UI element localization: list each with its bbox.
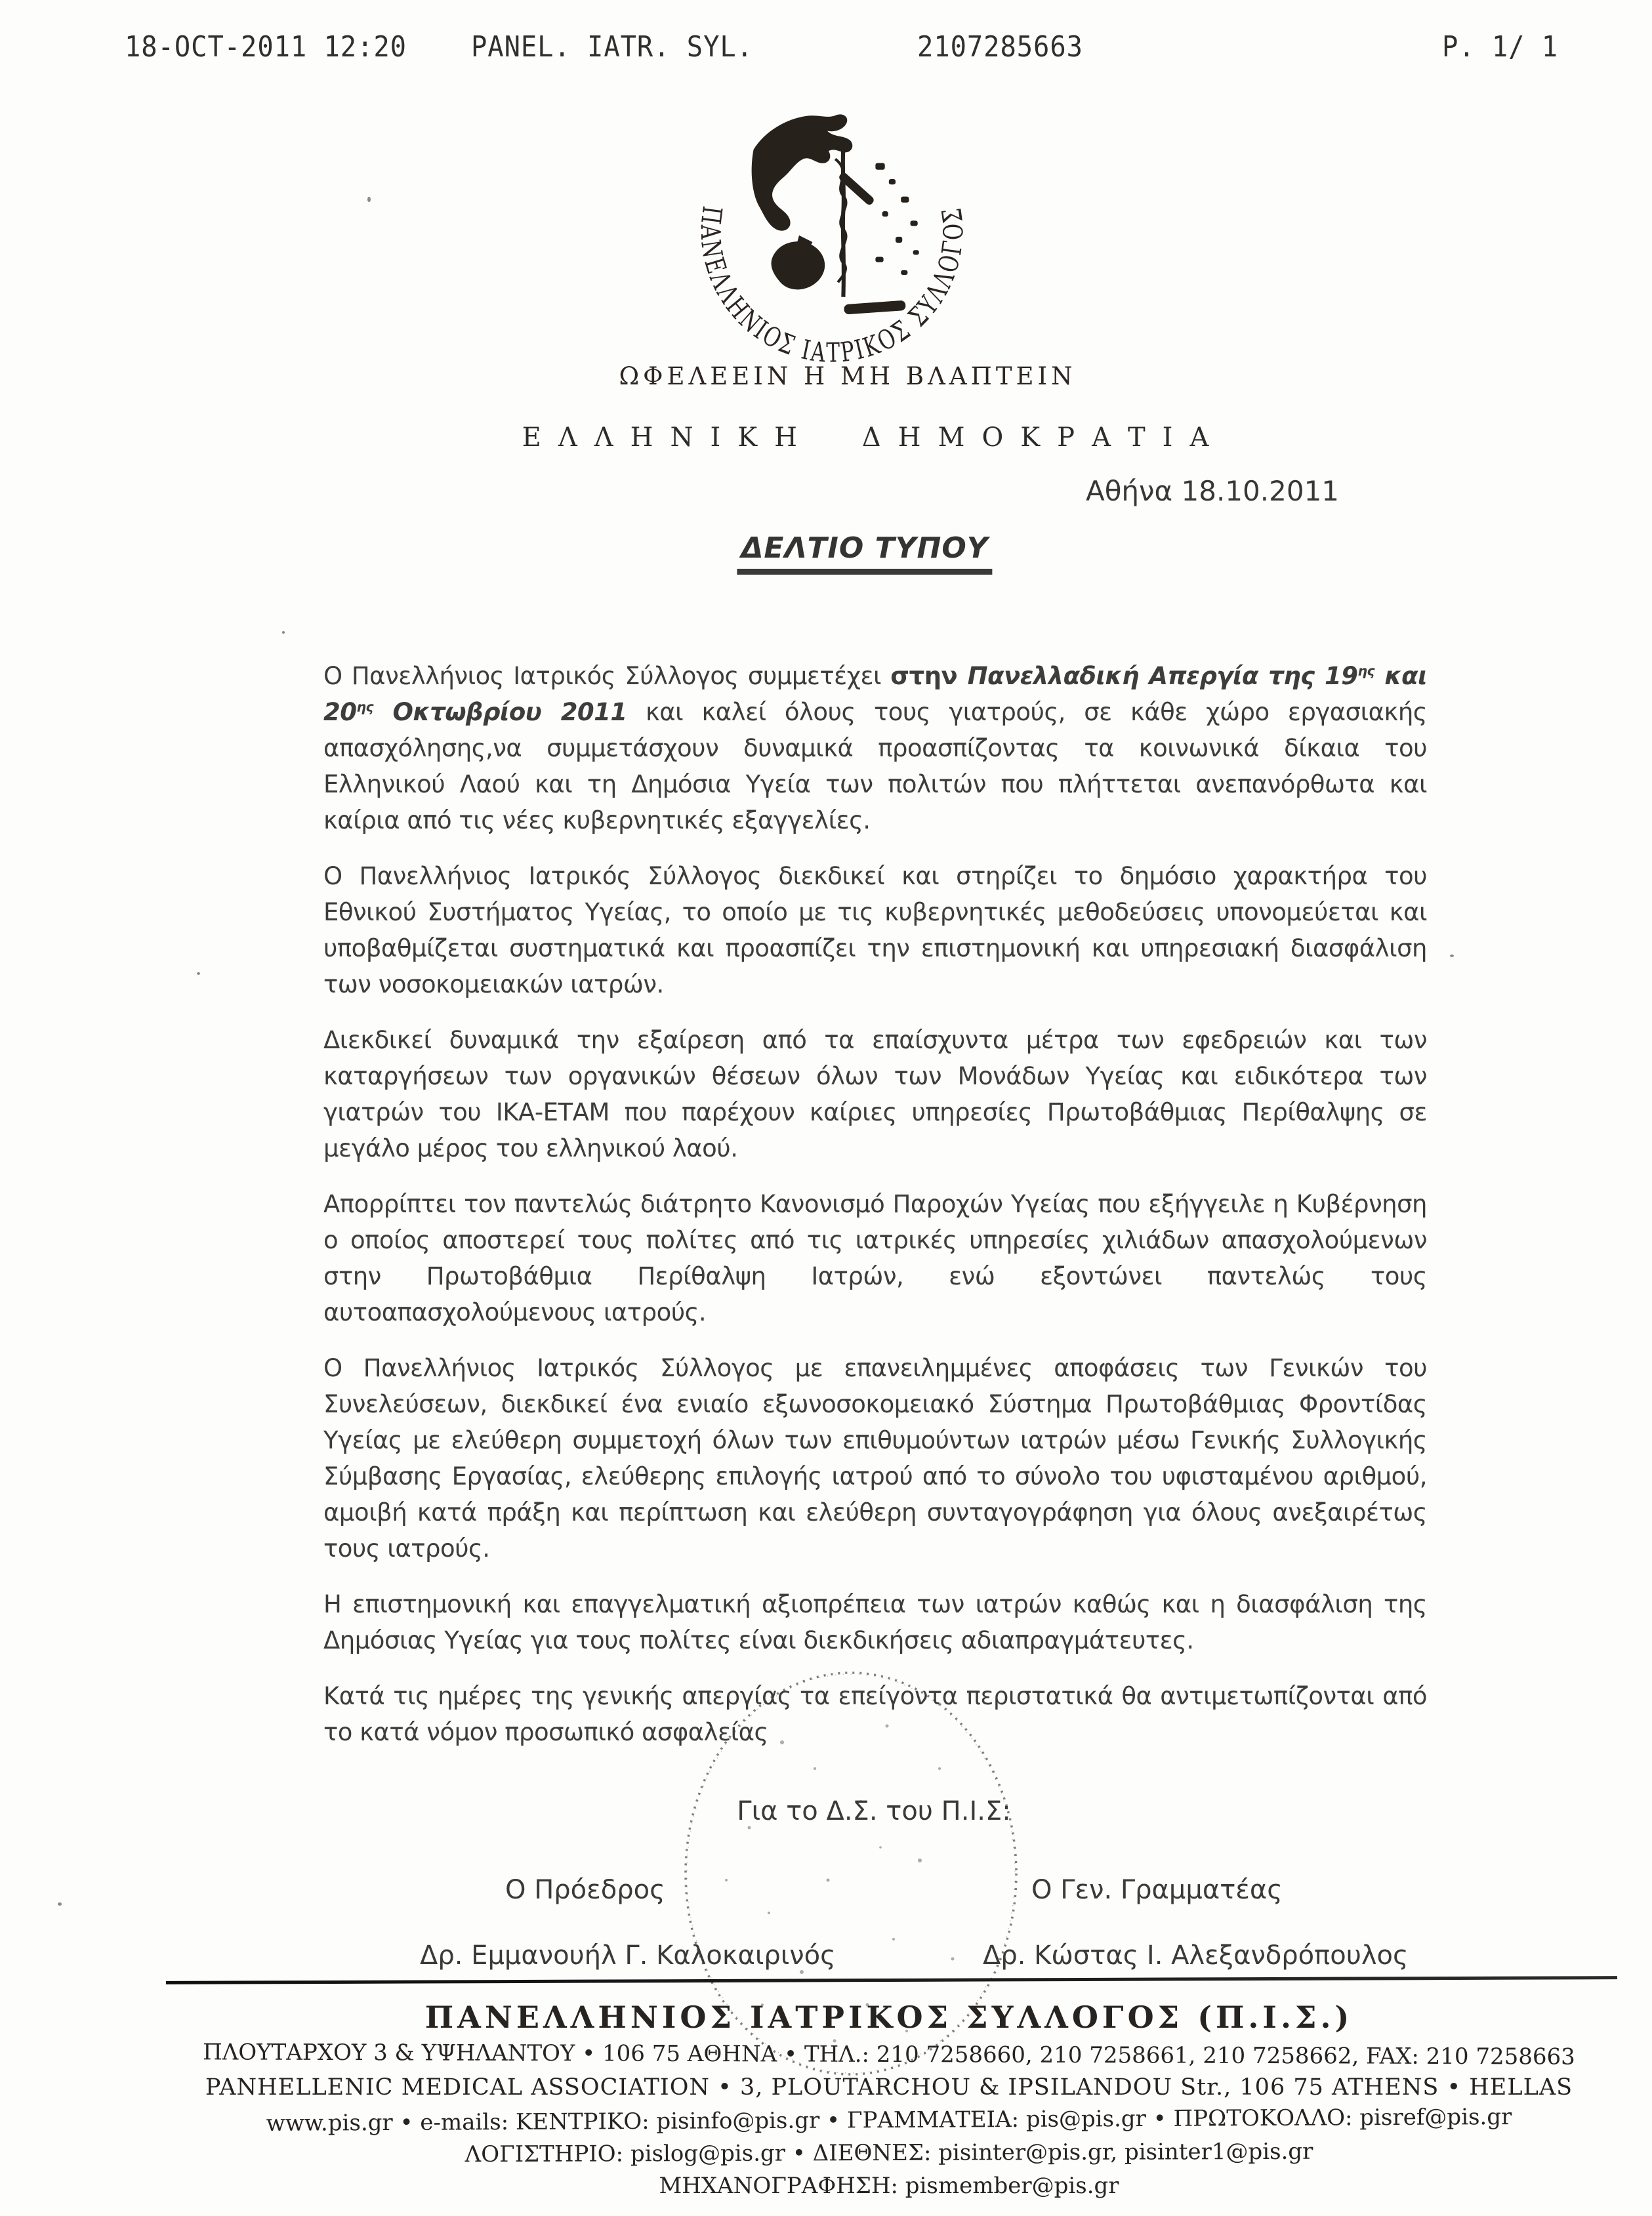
fax-sender: PANEL. IATR. SYL. (471, 30, 753, 64)
scan-speck (1450, 954, 1454, 957)
footer-org-title: ΠΑΝΕΛΛΗΝΙΟΣ ΙΑΤΡΙΚΟΣ ΣΥΛΛΟΓΟΣ (Π.Ι.Σ.) (424, 2000, 1353, 2035)
svg-text:ΠΑΝΕΛΛΗΝΙΟΣ ΙΑΤΡΙΚΟΣ ΣΥΛΛΟΓΟΣ (693, 199, 970, 369)
greece-map-seal-icon (668, 84, 996, 399)
paragraph-1: Ο Πανελλήνιος Ιατρικός Σύλλογος συμμετέχει στην Πανελλαδική Απεργία της $19^{\eta\varsigma}$ και $20^{\eta\varsigma}$ Οκτωβρίου 2011 και καλεί όλους τους γιατρούς, σε κάθε χώρο εργασιακής απασχόλησης,να συμμετάσχουν δυναμικά προασπίζοντας τα κοινωνικά δίκαια του Ελληνικού Λαού και τη Δημόσια Υγεία των πολιτών που πλήττεται ανεπανόρθωτα και καίρια από τις νέες κυβερνητικές εξαγγελίες. (323, 662, 1427, 834)
paragraph-7: Κατά τις ημέρες της γενικής απεργίας τα επείγοντα περιστατικά θα αντιμετωπίζονται από το κατά νόμον προσωπικό ασφαλείας (323, 1682, 1427, 1746)
press-release-body (323, 658, 1427, 1770)
press-release-title: ΔΕΛΤΙΟ ΤΥΠΟΥ (737, 531, 992, 575)
board-for-line: Για το Δ.Σ. του Π.Ι.Σ: (737, 1796, 1011, 1826)
place-and-date: Αθήνα 18.10.2011 (1086, 475, 1340, 507)
seal-ring-text: ΠΑΝΕΛΛΗΝΙΟΣ ΙΑΤΡΙΚΟΣ ΣΥΛΛΟΓΟΣ (693, 199, 970, 369)
paragraph-6: Η επιστημονική και επαγγελματική αξιοπρέπεια των ιατρών καθώς και η διασφάλιση της Δημόσιας Υγείας για τους πολίτες είναι διεκδικήσεις αδιαπραγμάτευτες. (323, 1590, 1427, 1654)
president-name: Δρ. Εμμανουήλ Γ. Καλοκαιρινός (420, 1940, 836, 1971)
secretary-role: Ο Γεν. Γραμματέας (1031, 1875, 1283, 1905)
hellenic-republic-heading: ΕΛΛΗΝΙΚΗ ΔΗΜΟΚΡΑΤΙΑ (522, 422, 1226, 453)
fax-datetime: 18-OCT-2011 12:20 (125, 30, 407, 64)
scan-speck (58, 1902, 62, 1906)
scan-speck (197, 972, 200, 975)
scan-speck (367, 197, 371, 202)
footer-letterhead (131, 2000, 1647, 2206)
fax-page-count: P. 1/ 1 (1442, 30, 1559, 64)
president-role: Ο Πρόεδρος (505, 1875, 665, 1905)
paragraph-4: Απορρίπτει τον παντελώς διάτρητο Κανονισμό Παροχών Υγείας που εξήγγειλε η Κυβέρνηση ο οποίος αποστερεί τους πολίτες από τις ιατρικές υπηρεσίες χιλιάδων απασχολούμενων στην Πρωτοβάθμια Περίθαλψη Ιατρών, ενώ εξοντώνει παντελώς τους αυτοαπασχολούμενους ιατρούς. (323, 1190, 1427, 1326)
paragraph-3: Διεκδικεί δυναμικά την εξαίρεση από τα επαίσχυντα μέτρα των εφεδρειών και των καταργήσεων των οργανικών θέσεων όλων των Μονάδων Υγείας και ειδικότερα των γιατρών του ΙΚΑ-ΕΤΑΜ που παρέχουν καίριες υπηρεσίες Πρωτοβάθμιας Περίθαλψης σε μεγάλο μέρος του ελληνικού λαού. (323, 1026, 1427, 1162)
caduceus-icon (835, 142, 846, 297)
association-seal-logo (668, 84, 996, 399)
secretary-name: Δρ. Κώστας Ι. Αλεξανδρόπουλος (983, 1940, 1409, 1971)
footer-emails-1: www.pis.gr • e-mails: ΚΕΝΤΡΙΚΟ: pisinfo@pis.gr • ΓΡΑΜΜΑΤΕΙΑ: pis@pis.gr • ΠΡΩΤΟΚΟΛΛΟ: pisref@pis.gr (266, 2104, 1512, 2137)
footer-address-en: PANHELLENIC MEDICAL ASSOCIATION • 3, PLOUTARCHOU & IPSILANDOU Str., 106 75 ATHENS • HELLAS (205, 2074, 1573, 2101)
fax-number: 2107285663 (917, 30, 1083, 64)
footer-address-gr: ΠΛΟΥΤΑΡΧΟΥ 3 & ΥΨΗΛΑΝΤΟΥ • 106 75 ΑΘΗΝΑ • ΤΗΛ.: 210 7258660, 210 7258661, 210 7258662, FAX: 210 7258663 (203, 2039, 1575, 2070)
seal-motto: ΩΦΕΛΕΕΙΝ Η ΜΗ ΒΛΑΠΤΕΙΝ (619, 362, 1077, 390)
paragraph-2: Ο Πανελλήνιος Ιατρικός Σύλλογος διεκδικεί και στηρίζει το δημόσιο χαρακτήρα του Εθνικού Συστήματος Υγείας, το οποίο με τις κυβερνητικές μεθοδεύσεις υπονομεύεται και υποβαθμίζεται συστηματικά και προασπίζει την επιστημονική και υπηρεσιακή διασφάλιση των νοσοκομειακών ιατρών. (323, 862, 1427, 998)
footer-emails-2: ΛΟΓΙΣΤΗΡΙΟ: pislog@pis.gr • ΔΙΕΘΝΕΣ: pisinter@pis.gr, pisinter1@pis.gr (465, 2138, 1313, 2168)
footer-emails-3: ΜΗΧΑΝΟΓΡΑΦΗΣΗ: pismember@pis.gr (659, 2173, 1119, 2199)
scan-speck (282, 631, 285, 634)
paragraph-5: Ο Πανελλήνιος Ιατρικός Σύλλογος με επανειλημμένες αποφάσεις των Γενικών του Συνελεύσεων, διεκδικεί ένα ενιαίο εξωνοσοκομειακό Σύστημα Πρωτοβάθμιας Φροντίδας Υγείας με ελεύθερη συμμετοχή όλων των επιθυμούντων ιατρών μέσω Γενικής Συλλογικής Σύμβασης Εργασίας, ελεύθερης επιλογής ιατρού από το σύνολο του υφισταμένου αριθμού, αμοιβή κατά πράξη και περίπτωση και ελεύθερη συνταγογράφηση για όλους ανεξαιρέτως τους ιατρούς. (323, 1354, 1427, 1563)
